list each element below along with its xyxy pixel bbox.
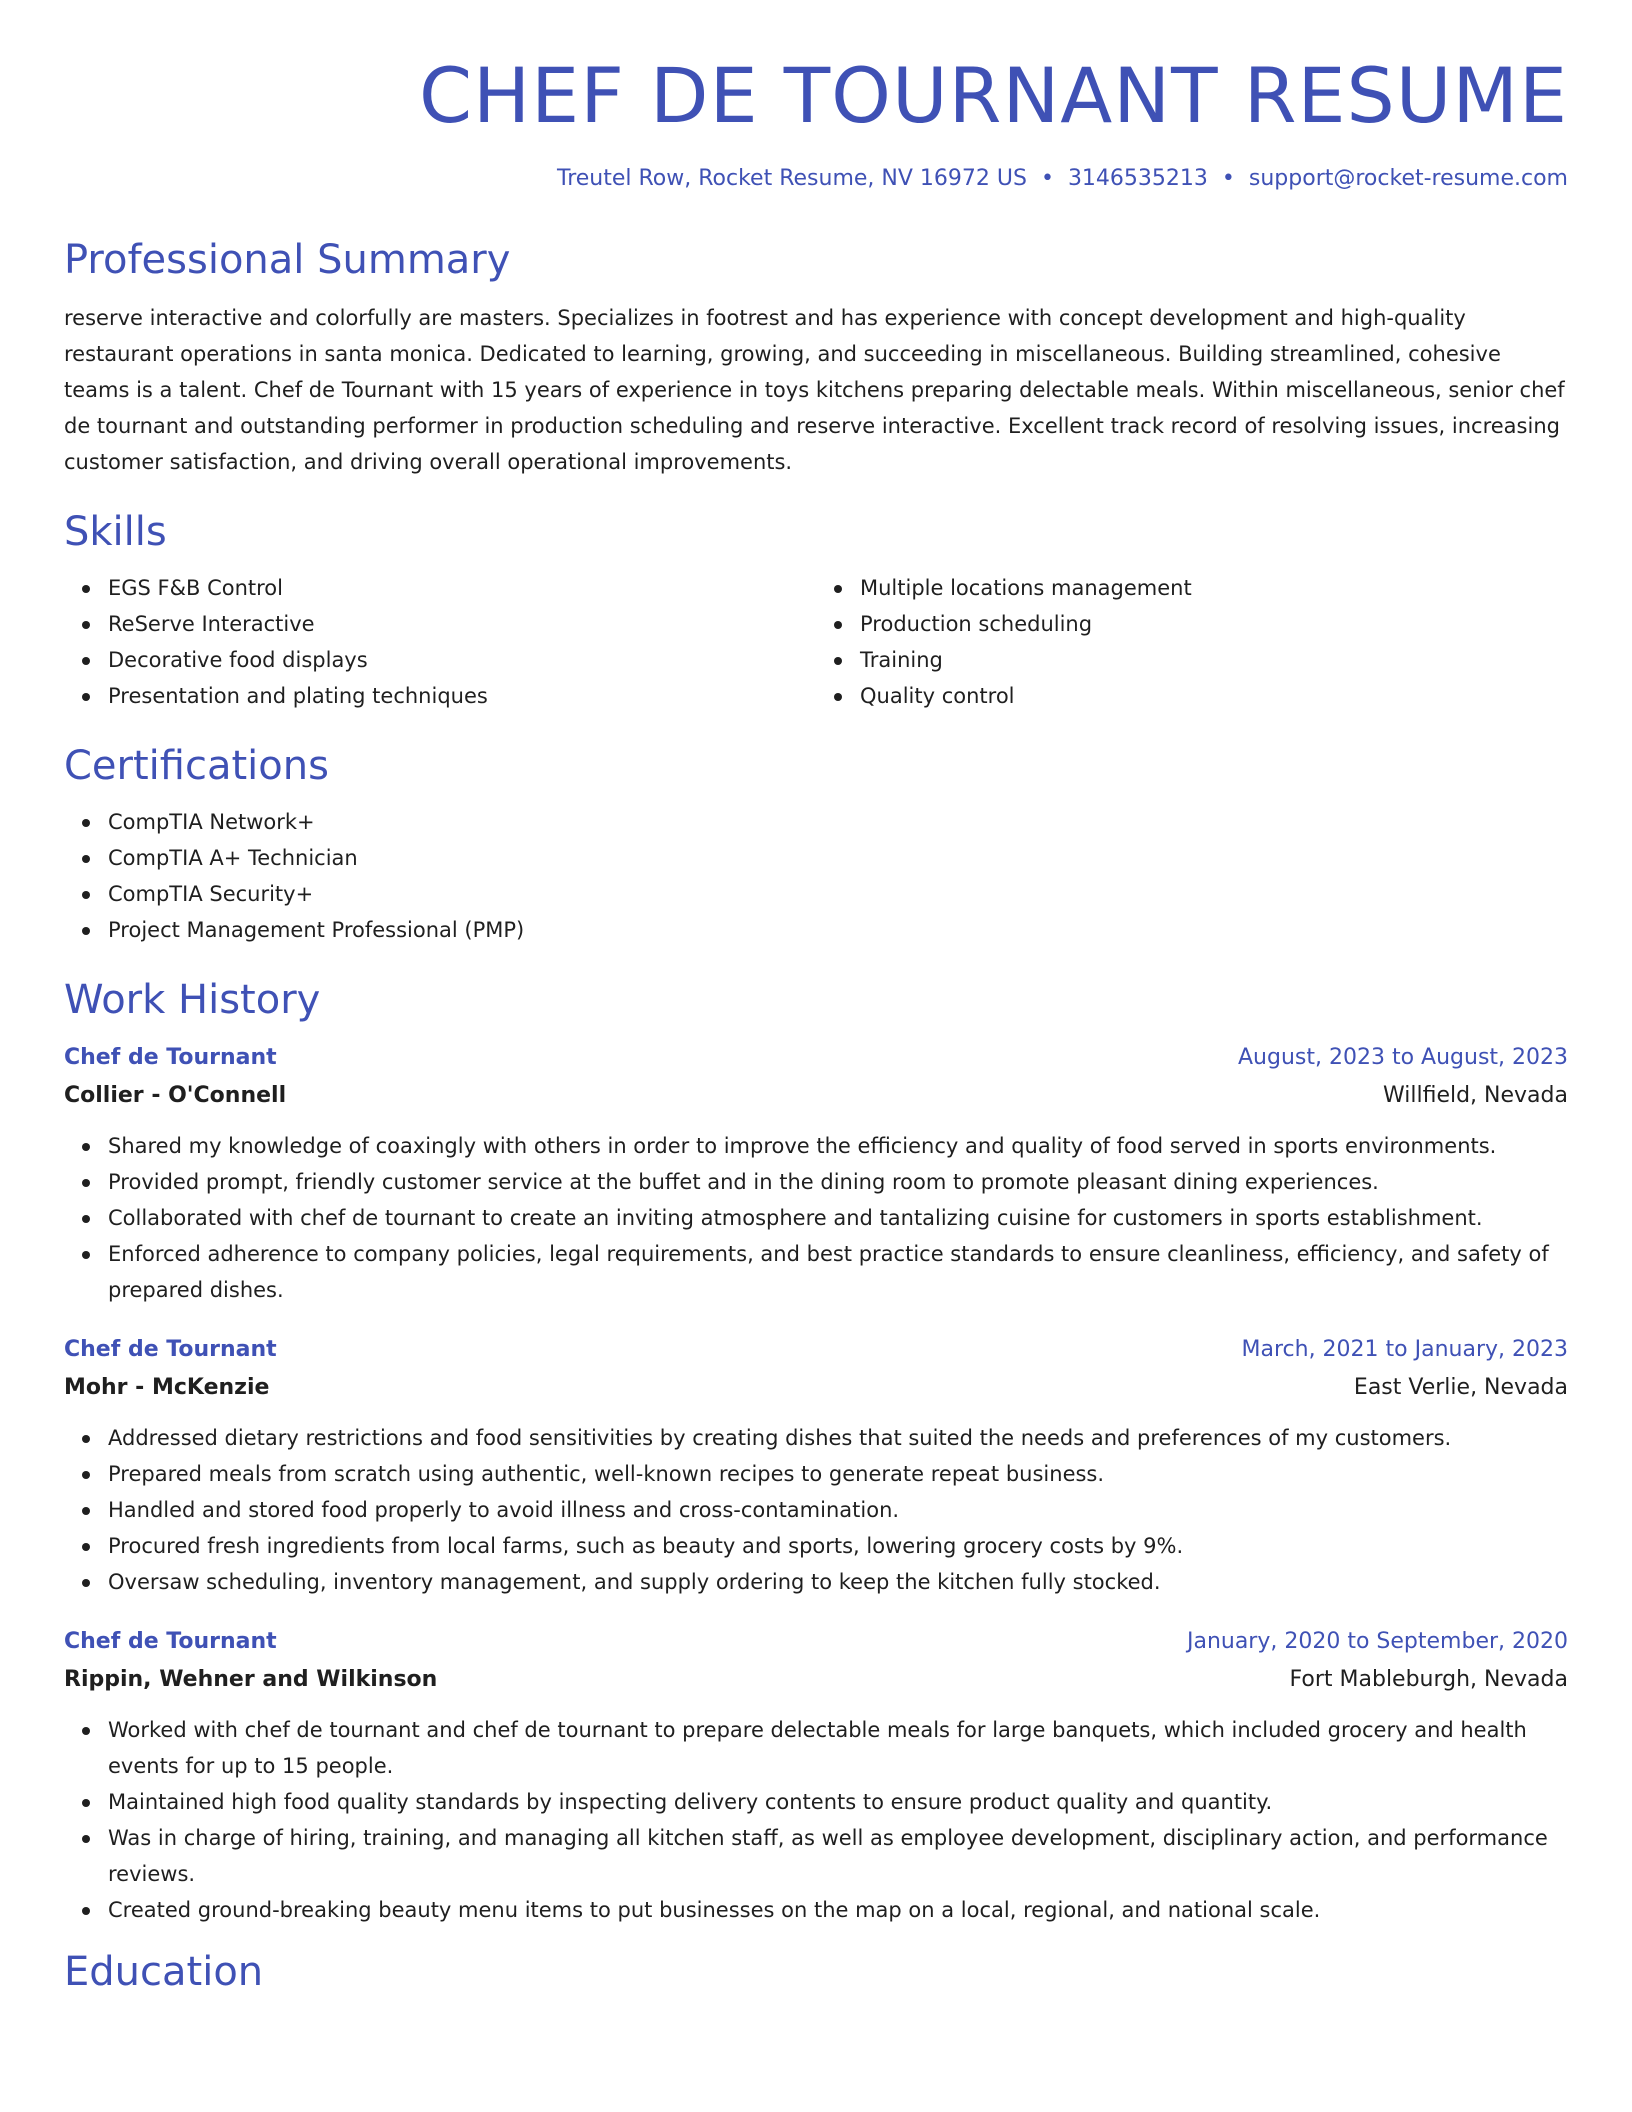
certifications-list bbox=[64, 804, 1568, 948]
education-heading: Education bbox=[64, 1948, 264, 1995]
job-duty: Handled and stored food properly to avoid illness and cross-contamination. bbox=[108, 1492, 1568, 1528]
skill-item: Multiple locations management bbox=[860, 570, 1568, 606]
skills-columns bbox=[64, 570, 1568, 714]
job-duties-list bbox=[64, 1420, 1568, 1600]
skills-list-right bbox=[816, 570, 1568, 714]
certification-item: CompTIA Network+ bbox=[108, 804, 1568, 840]
job-duty: Enforced adherence to company policies, legal requirements, and best practice standards to ensure cleanliness, efficiency, and safety of prepared dishes. bbox=[108, 1236, 1568, 1308]
job-subheader bbox=[64, 1660, 1568, 1700]
job-duty: Prepared meals from scratch using authentic, well-known recipes to generate repeat business. bbox=[108, 1456, 1568, 1492]
job-duty: Worked with chef de tournant and chef de tournant to prepare delectable meals for large banquets, which included grocery and health events for up to 15 people. bbox=[108, 1712, 1568, 1784]
skills-heading: Skills bbox=[64, 508, 167, 555]
job-duty: Created ground-breaking beauty menu items to put businesses on the map on a local, regional, and national scale. bbox=[108, 1892, 1568, 1928]
skill-item: Decorative food displays bbox=[108, 642, 816, 678]
job-duty: Addressed dietary restrictions and food sensitivities by creating dishes that suited the needs and preferences of my customers. bbox=[108, 1420, 1568, 1456]
skill-item: EGS F&B Control bbox=[108, 570, 816, 606]
job-dates: March, 2021 to January, 2023 bbox=[1241, 1336, 1568, 1362]
job-dates: August, 2023 to August, 2023 bbox=[1238, 1044, 1568, 1070]
job-duty: Shared my knowledge of coaxingly with others in order to improve the efficiency and quality of food served in sports environments. bbox=[108, 1128, 1568, 1164]
job-entry bbox=[64, 1332, 1568, 1600]
job-duty: Provided prompt, friendly customer service at the buffet and in the dining room to promote pleasant dining experiences. bbox=[108, 1164, 1568, 1200]
job-subheader bbox=[64, 1076, 1568, 1116]
job-header bbox=[64, 1624, 1568, 1660]
skills-list-left bbox=[64, 570, 816, 714]
job-duty: Procured fresh ingredients from local farms, such as beauty and sports, lowering grocery costs by 9%. bbox=[108, 1528, 1568, 1564]
job-location: Willfield, Nevada bbox=[1382, 1082, 1568, 1108]
job-company: Collier - O'Connell bbox=[64, 1082, 287, 1108]
job-duty: Oversaw scheduling, inventory management, and supply ordering to keep the kitchen fully stocked. bbox=[108, 1564, 1568, 1600]
certification-item: CompTIA Security+ bbox=[108, 876, 1568, 912]
skill-item: Training bbox=[860, 642, 1568, 678]
contact-separator: • bbox=[1040, 166, 1054, 192]
resume-title: CHEF DE TOURNANT RESUME bbox=[418, 51, 1568, 140]
job-location: East Verlie, Nevada bbox=[1353, 1374, 1568, 1400]
job-title: Chef de Tournant bbox=[64, 1044, 277, 1070]
job-title: Chef de Tournant bbox=[64, 1336, 277, 1362]
resume-page bbox=[64, 0, 1568, 1996]
certification-item: Project Management Professional (PMP) bbox=[108, 912, 1568, 948]
address-text: Treutel Row, Rocket Resume, NV 16972 US bbox=[557, 166, 1027, 192]
certification-item: CompTIA A+ Technician bbox=[108, 840, 1568, 876]
job-company: Mohr - McKenzie bbox=[64, 1374, 270, 1400]
job-header bbox=[64, 1332, 1568, 1368]
job-location: Fort Mableburgh, Nevada bbox=[1289, 1666, 1568, 1692]
skill-item: Presentation and plating techniques bbox=[108, 678, 816, 714]
skill-item: Quality control bbox=[860, 678, 1568, 714]
work-history-heading: Work History bbox=[64, 976, 321, 1023]
job-title: Chef de Tournant bbox=[64, 1628, 277, 1654]
skill-item: ReServe Interactive bbox=[108, 606, 816, 642]
contact-separator: • bbox=[1221, 166, 1235, 192]
summary-text: reserve interactive and colorfully are masters. Specializes in footrest and has experience with concept development and high-quality restaurant operations in santa monica. Dedicated to learning, growing, and succeeding in miscellaneous. Building streamlined, cohesive teams is a talent. Chef de Tournant with 15 years of experience in toys kitchens preparing delectable meals. Within miscellaneous, senior chef de tournant and outstanding performer in production scheduling and reserve interactive. Excellent track record of resolving issues, increasing customer satisfaction, and driving overall operational improvements. bbox=[64, 305, 1565, 474]
job-duty: Was in charge of hiring, training, and managing all kitchen staff, as well as employee development, disciplinary action, and performance reviews. bbox=[108, 1820, 1568, 1892]
job-duty: Collaborated with chef de tournant to create an inviting atmosphere and tantalizing cuisine for customers in sports establishment. bbox=[108, 1200, 1568, 1236]
job-company: Rippin, Wehner and Wilkinson bbox=[64, 1666, 438, 1692]
email-text: support@rocket-resume.com bbox=[1248, 166, 1568, 192]
job-duties-list bbox=[64, 1128, 1568, 1308]
job-subheader bbox=[64, 1368, 1568, 1408]
phone-text: 3146535213 bbox=[1067, 166, 1208, 192]
job-duty: Maintained high food quality standards by inspecting delivery contents to ensure product quality and quantity. bbox=[108, 1784, 1568, 1820]
job-entry bbox=[64, 1624, 1568, 1928]
job-duties-list bbox=[64, 1712, 1568, 1928]
job-dates: January, 2020 to September, 2020 bbox=[1186, 1628, 1568, 1654]
contact-line bbox=[64, 165, 1568, 194]
certifications-heading: Certifications bbox=[64, 742, 329, 789]
job-entry bbox=[64, 1040, 1568, 1308]
summary-heading: Professional Summary bbox=[64, 236, 511, 283]
job-header bbox=[64, 1040, 1568, 1076]
skill-item: Production scheduling bbox=[860, 606, 1568, 642]
